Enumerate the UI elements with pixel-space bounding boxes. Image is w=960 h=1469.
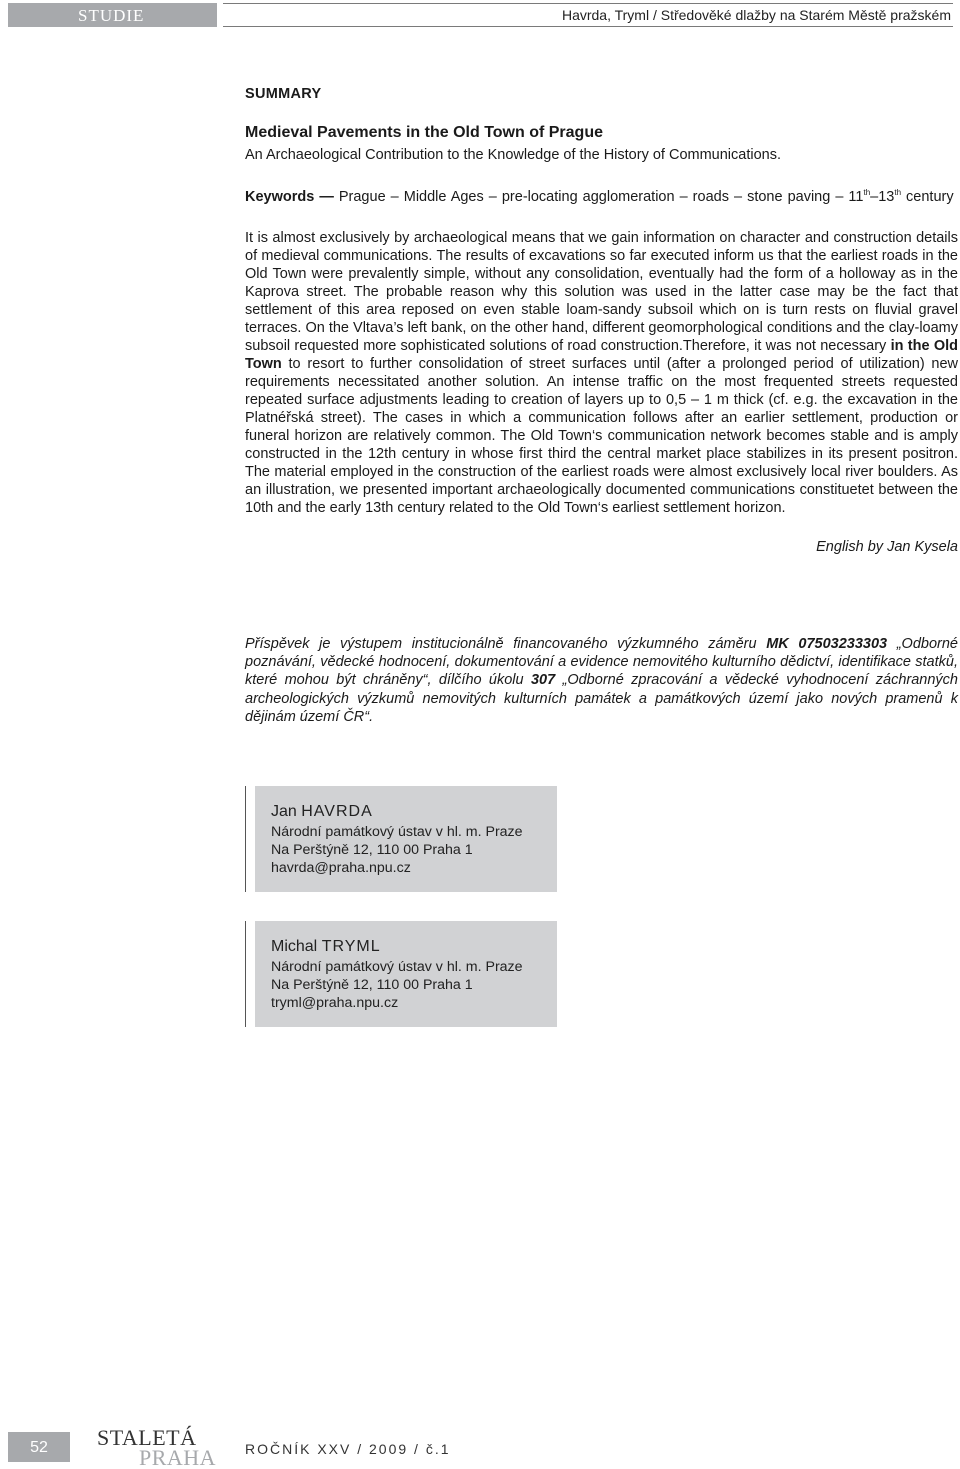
keywords-text: Prague – Middle Ages – pre-locating agglomeration – roads – stone paving – 11: [333, 189, 864, 205]
author-institution: Národní památkový ústav v hl. m. Praze: [271, 959, 523, 975]
author-first-name: Michal: [271, 938, 318, 955]
author-institution: Národní památkový ústav v hl. m. Praze: [271, 824, 523, 840]
keywords-end: century: [901, 189, 954, 205]
author-card: [245, 921, 557, 1027]
keywords: [245, 188, 958, 205]
author-card-box: [255, 921, 557, 1027]
author-surname: HAVRDA: [301, 803, 373, 820]
volume-issue: ROČNÍK XXV / 2009 / č.1: [245, 1441, 451, 1457]
funding-note: [245, 635, 958, 726]
summary-body: [245, 229, 958, 517]
author-address: Na Perštýně 12, 110 00 Praha 1: [271, 842, 473, 858]
funding-code: MK 07503233303: [766, 636, 888, 652]
author-address: Na Perštýně 12, 110 00 Praha 1: [271, 977, 473, 993]
running-header: [8, 3, 953, 27]
author-card-rule: [245, 921, 246, 1027]
translator-credit: English by Jan Kysela: [816, 539, 958, 555]
summary-body-part: It is almost exclusively by archaeological means that we gain information on character and construction details of medieval communications. The results of excavations so far executed inform us that the earliest roads in the Old Town were prevalently simple, without any consolidation, eventually had the form of a holloway as in the Kaprova street. The probable reason why this solution was used in the latter case may be the fact that settlement of this area reposed on even stable loam-sandy subsoil which on is turn rests on fluvial gravel terraces. On the Vltava’s left bank, on the other hand, different geomorphological conditions and the clay-loamy subsoil requested more sophisticated solutions of road construction.Therefore, it was not necessary: [245, 230, 958, 354]
author-card: [245, 786, 557, 892]
author-surname: TRYML: [321, 938, 381, 955]
summary-body-bold: in the Old Town: [245, 338, 958, 372]
section-label: STUDIE: [8, 3, 217, 27]
author-card-box: [255, 786, 557, 892]
summary-body-part: to resort to further consolidation of street surfaces until (after a prolonged period of utilization) new requirements necessitated another solution. An intense traffic on the most frequented streets requested repeated surface adjustments leading to creation of layers up to 0,5 – 1 m thick (cf. e.g. the excavation in the Platnéřská street). The cases in which a communication follows after an earlier settlement, production or funeral horizon are relatively common. The Old Town‘s communication network becomes stable and is amply constructed in the 12th century in whose first third the central market place stabilizes in its present positron. The material employed in the construction of the earliest roads were almost exclusively local river boulders. As an illustration, we presented important archaeologically documented communications constituetet between the 10th and the early 13th century related to the Old Town‘s earliest settlement horizon.: [245, 356, 958, 516]
author-first-name: Jan: [271, 803, 297, 820]
logo-line-1: STALETÁ: [97, 1425, 197, 1450]
page-number: 52: [8, 1432, 70, 1462]
keywords-label: Keywords —: [245, 189, 334, 205]
running-title: Havrda, Tryml / Středověké dlažby na Starém Městě pražském: [223, 3, 953, 27]
author-name: [271, 938, 557, 956]
keywords-sup: th: [863, 188, 871, 197]
author-email[interactable]: tryml@praha.npu.cz: [271, 995, 399, 1011]
journal-logo: [97, 1425, 227, 1469]
funding-text: Příspěvek je výstupem institucionálně financovaného výzkumného záměru: [245, 636, 767, 652]
keywords-mid: –13: [870, 189, 895, 205]
summary-heading: SUMMARY: [245, 86, 322, 102]
article-subtitle: An Archaeological Contribution to the Knowledge of the History of Communications.: [245, 147, 781, 163]
author-card-rule: [245, 786, 246, 892]
funding-text: „Odborné zpracování a vědecké vyhodnocení záchranných archeologických výzkumů nemovitých kulturních památek a památkových území jako nových pramenů k dějinám území ČR“.: [245, 672, 958, 725]
logo-line-2: PRAHA: [139, 1445, 217, 1469]
author-name: [271, 803, 557, 821]
funding-text: „Odborné poznávání, vědecké hodnocení, dokumentování a evidence nemovitého kulturního dědictví, identifikace statků, které mohou být chráněny“, dílčího úkolu: [245, 636, 958, 689]
author-email[interactable]: havrda@praha.npu.cz: [271, 860, 411, 876]
keywords-sup: th: [894, 188, 902, 197]
funding-code: 307: [530, 672, 556, 689]
article-title: Medieval Pavements in the Old Town of Prague: [245, 124, 603, 141]
